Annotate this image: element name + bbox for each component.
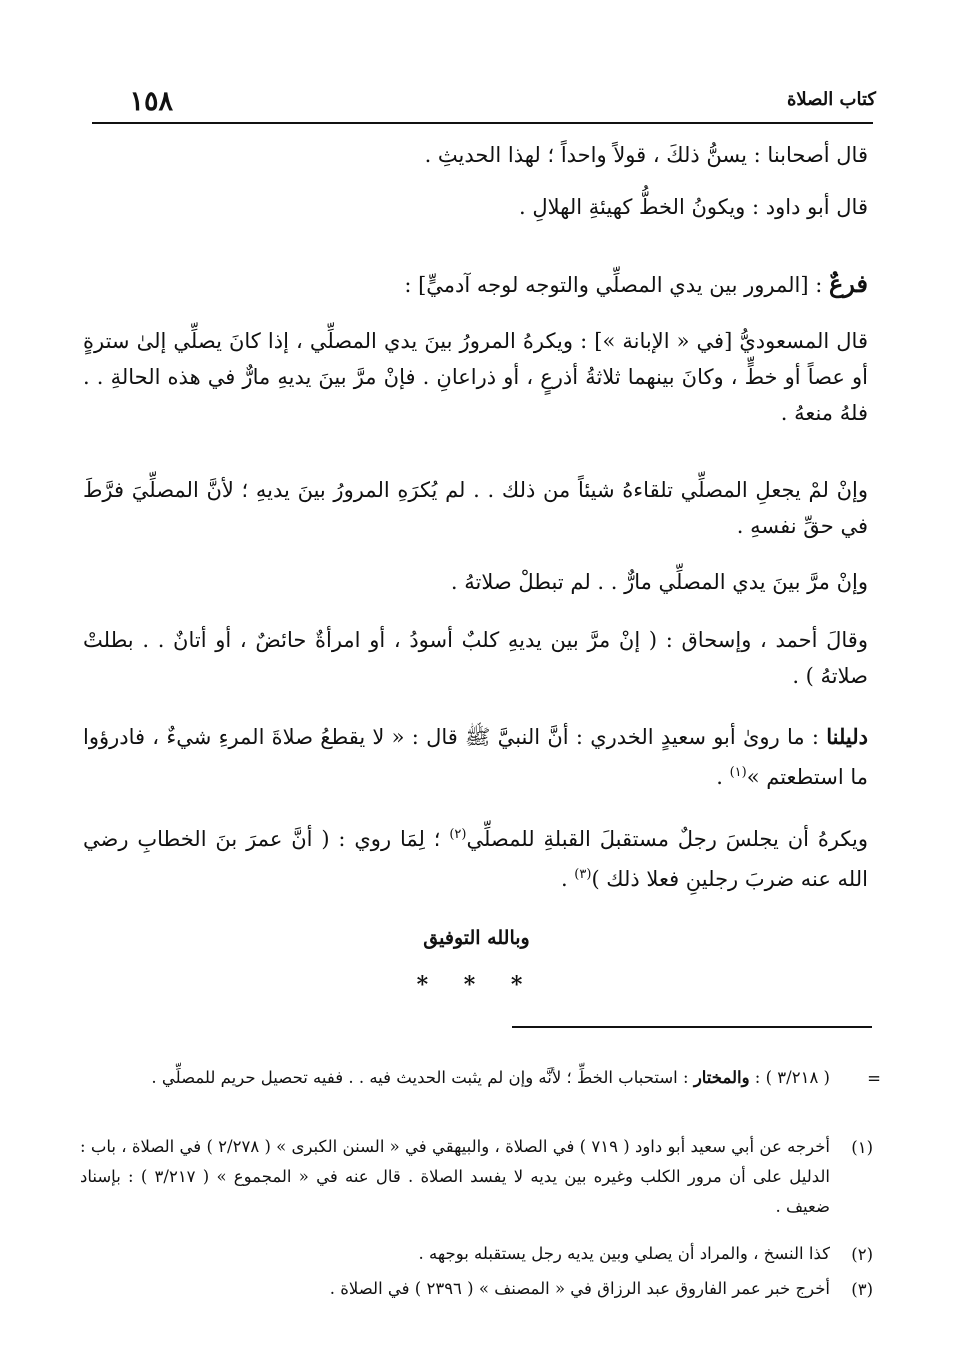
footnote-ref-1: (١) — [729, 765, 747, 780]
footnote-3-marker: (٣) — [851, 1280, 873, 1299]
footnote-continuation-marker: = — [867, 1069, 881, 1088]
paragraph-3: قال المسعوديُّ [في « الإبانة »] : ويكرهُ المرورُ بينَ يدي المصلِّي ، إذا كانَ يصلِّي إلىٰ سترةٍ أو عصاً أو خطٍّ ، وكانَ بينهما ثلاثةُ أذرعٍ ، أو ذراعانِ . فإنْ مرَّ بينَ يديهِ مارٌّ في هذه الحالةِ . . فلهُ منعهُ . — [83, 329, 868, 425]
footnote-continuation-bold: والمختار — [693, 1068, 750, 1087]
footnote-2-marker: (٢) — [851, 1245, 873, 1264]
paragraph-1: قال أصحابنا : يسنُّ ذلكَ ، قولاً واحداً ؛ لهذا الحديثِ . — [424, 143, 868, 167]
branch-heading — [404, 269, 868, 298]
footnote-3-text: أخرج خبر عمر الفاروق عبد الرزاق في « المصنف » ( ٢٣٩٦ ) في الصلاة . — [329, 1279, 830, 1298]
footnote-ref-3: (٣) — [574, 867, 592, 882]
section-divider-stars: * * * — [416, 972, 537, 998]
footnote-continuation-text: : استحباب الخطِّ ؛ لأنَّه وإن لم يثبت الحديث فيه . . ففيه تحصيل حريم للمصلِّي . — [151, 1068, 694, 1087]
paragraph-2: قال أبو داود : ويكونُ الخطُّ كهيئةِ الهلالِ . — [519, 195, 868, 219]
paragraph-7 — [83, 719, 868, 795]
page-number: ١٥٨ — [129, 86, 173, 117]
branch-label: فرعٌ — [828, 269, 868, 298]
footnote-rule — [512, 1026, 872, 1028]
paragraph-8 — [83, 817, 868, 897]
footnote-2-text: كذا النسخ ، والمراد أن يصلي وبين يديه رجل يستقبله بوجهه . — [418, 1244, 830, 1263]
footnote-continuation-ref: ( ٣/٢١٨ ) : — [749, 1068, 830, 1087]
footnote-1-marker: (١) — [851, 1138, 873, 1157]
paragraph-8-part-a: ويكرهُ أن يجلسَ رجلٌ مستقبلَ القبلةِ للمصلِّي — [466, 827, 868, 851]
paragraph-4: وإنْ لمْ يجعلِ المصلِّي تلقاءهُ شيئاً من ذلك . . لم يُكرَهِ المرورُ بينَ يديهِ ؛ لأنَّ المصلِّيَ فرَّطَ في حقِّ نفسهِ . — [83, 478, 868, 538]
evidence-end: . — [716, 765, 730, 789]
closing-formula: وبالله التوفيق — [423, 927, 530, 949]
running-head-title: كتاب الصلاة — [787, 89, 876, 110]
footnote-ref-2: (٢) — [449, 827, 467, 842]
evidence-text: : ما روىٰ أبو سعيدٍ الخدري : أنَّ النبيَّ ﷺ قال : « لا يقطعُ صلاةَ المرءِ شيءٌ ، فادرؤوا ما استطعتم » — [83, 725, 868, 789]
paragraph-6: وقالَ أحمد ، وإسحاق : ( إنْ مرَّ بين يديهِ كلبٌ أسودُ ، أو امرأةٌ حائضٌ ، أو أتانٌ . . بطلتْ صلاتهُ ) . — [83, 628, 868, 688]
evidence-label: دليلنا — [826, 724, 868, 749]
paragraph-8-part-b: ؛ لِمَا روي : ( أنَّ عمرَ بنَ الخطابِ رضي الله عنه ضربَ رجلينِ فعلا ذلك ) — [83, 827, 868, 891]
footnote-1-text: أخرجه عن أبي سعيد أبو داود ( ٧١٩ ) في الصلاة ، والبيهقي في « السنن الكبرى » ( ٢/٢٧٨ ) في الصلاة ، باب : الدليل على أن مرور الكلب وغيره بين يديه لا يفسد الصلاة . قال عنه في « المجموع » ( ٣/٢١٧ ) : بإسناد ضعيف . — [80, 1137, 831, 1216]
footnote-continuation — [80, 1063, 830, 1093]
header-rule — [92, 122, 873, 124]
branch-title: : [المرور بين يدي المصلِّي والتوجه لوجه آدميٍّ] : — [404, 273, 829, 297]
paragraph-8-end: . — [560, 867, 575, 891]
paragraph-5: وإنْ مرَّ بينَ يدي المصلِّي مارٌّ . . لم تبطلْ صلاتهُ . — [450, 570, 868, 594]
